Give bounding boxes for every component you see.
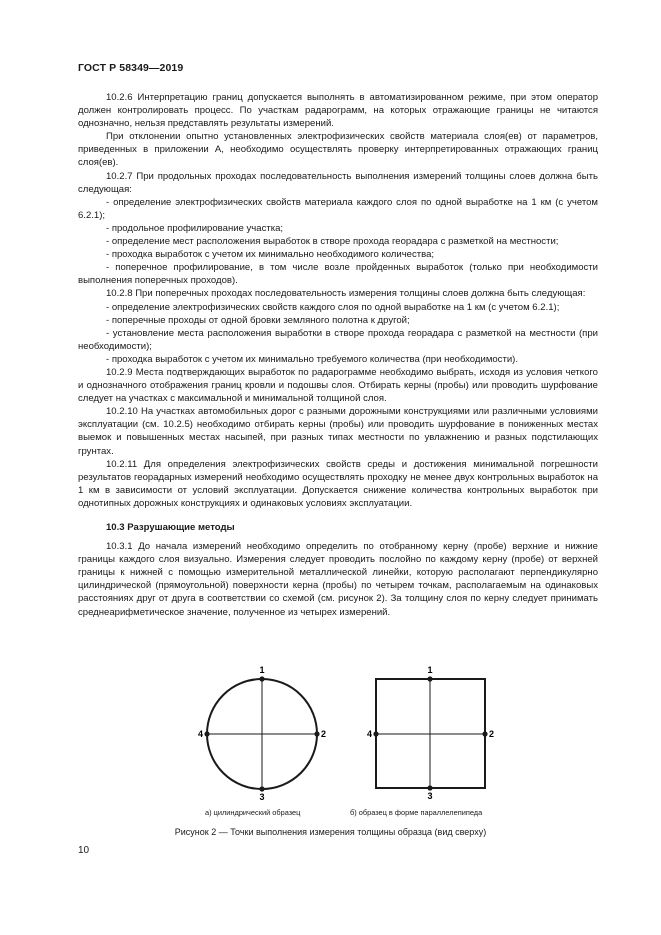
paragraph: - проходка выработок с учетом их минимально необходимого количества; bbox=[106, 249, 435, 261]
page-number: 10 bbox=[78, 845, 90, 856]
parallelepiped-label-2: 2 bbox=[489, 729, 495, 739]
parallelepiped-label-3: 3 bbox=[427, 791, 433, 801]
paragraph: - поперечные проходы от одной бровки земляного полотна к другой; bbox=[106, 314, 410, 326]
parallelepiped-label-1: 1 bbox=[427, 665, 433, 675]
paragraph: 10.2.9 Места подтверждающих выработок по радарограмме необходимо выбрать, исходя из условия четкого и однозначного отображения границ кровли и подошвы слоя. Отбирать керны (пробы) или проводить шурфование следует на участках с максимальной и минимальной толщиной слоя. bbox=[78, 366, 598, 405]
paragraph: 10.2.11 Для определения электрофизических свойств среды и достижения минимальной погрешности результатов георадарных измерений необходимо осуществлять проходку не менее двух контрольных выработок на 1 км в зависимости от условий эксплуатации. Допускается снижение количества контрольных выработок при однотипных дорожных конструкциях и одинаковых условиях эксплуатации. bbox=[78, 458, 598, 509]
parallelepiped-point-1 bbox=[427, 676, 432, 681]
cylinder-point-1 bbox=[259, 676, 264, 681]
document-header: ГОСТ Р 58349—2019 bbox=[78, 62, 184, 74]
paragraph: - проходка выработок с учетом их минимально требуемого количества (при необходимости). bbox=[106, 353, 518, 365]
parallelepiped-point-4 bbox=[373, 731, 378, 736]
subcaption-b: б) образец в форме параллелепипеда bbox=[350, 808, 483, 817]
paragraph: - установление места расположения выработки в створе прохода георадара с разметкой на местности (при необходимости); bbox=[78, 327, 598, 352]
section-heading: 10.3 Разрушающие методы bbox=[106, 522, 235, 533]
figure-caption: Рисунок 2 — Точки выполнения измерения толщины образца (вид сверху) bbox=[174, 827, 487, 837]
cylinder-label-4: 4 bbox=[197, 729, 203, 739]
parallelepiped-point-2 bbox=[482, 731, 487, 736]
paragraph: 10.2.10 На участках автомобильных дорог с разными дорожными конструкциями или различными условиями эксплуатации (см. 10.2.5) необходимо отбирать керны (пробы) или проводить шурфование в пониженных местах выемок и повышенных местах насыпей, при разных типах местности по увлажнению и разных подстилающих грунтах. bbox=[78, 406, 598, 457]
cylinder-point-2 bbox=[314, 731, 319, 736]
paragraph: 10.3.1 До начала измерений необходимо определить по отобранному керну (пробе) верхние и нижние границы каждого слоя визуально. Измерения следует проводить послойно по каждому керну (пробе) от верхней границы к нижней с помощью измерительной металлической линейки, которую располагают перпендикулярно цилиндрической (прямоугольной) поверхности керна (пробы) по четырем точкам, располагаемым на одинаковых расстояниях друг от друга в соответствии со схемой (см. рисунок 2). За толщину слоя по керну следует принимать среднеарифметическое значение, полученное из четырех измерений. bbox=[78, 541, 598, 618]
cylinder-point-4 bbox=[204, 731, 209, 736]
subcaption-a: а) цилиндрический образец bbox=[205, 808, 301, 817]
paragraph: - определение электрофизических свойств материала каждого слоя по одной выработке на 1 км (с учетом 6.2.1); bbox=[78, 196, 598, 221]
cylinder-label-1: 1 bbox=[259, 665, 265, 675]
cylinder-point-3 bbox=[259, 786, 264, 791]
parallelepiped-point-3 bbox=[427, 785, 432, 790]
paragraph: При отклонении опытно установленных электрофизических свойств материала слоя(ев) от параметров, приведенных в приложении А, необходимо осуществлять проверку интерпретированных отражающих границ слоя(ев). bbox=[78, 131, 598, 169]
figure-2-drawing bbox=[0, 660, 661, 830]
paragraph: 10.2.8 При поперечных проходах последовательность измерения толщины слоев должна быть следующая: bbox=[106, 288, 586, 300]
paragraph: - поперечное профилирование, в том числе возле пройденных выработок (только при необходимости выполнения поперечных проходов). bbox=[78, 262, 598, 287]
paragraph: 10.2.6 Интерпретацию границ допускается выполнять в автоматизированном режиме, при этом оператор должен контролировать процесс. По участкам радарограмм, на которых отражающие границы не читаются однозначно, нельзя представлять результаты измерений. bbox=[78, 92, 598, 130]
paragraph: - продольное профилирование участка; bbox=[106, 222, 284, 234]
cylinder-label-3: 3 bbox=[259, 792, 265, 802]
cylinder-label-2: 2 bbox=[321, 729, 327, 739]
paragraph: - определение электрофизических свойств каждого слоя по одной выработке на 1 км (с учетом 6.2.1); bbox=[106, 301, 560, 313]
body-text bbox=[78, 91, 598, 619]
paragraph: 10.2.7 При продольных проходах последовательность выполнения измерений толщины слоев должна быть следующая: bbox=[78, 170, 598, 195]
paragraph: - определение мест расположения выработок в створе прохода георадара с разметкой на местности; bbox=[106, 236, 559, 248]
parallelepiped-label-4: 4 bbox=[366, 729, 372, 739]
